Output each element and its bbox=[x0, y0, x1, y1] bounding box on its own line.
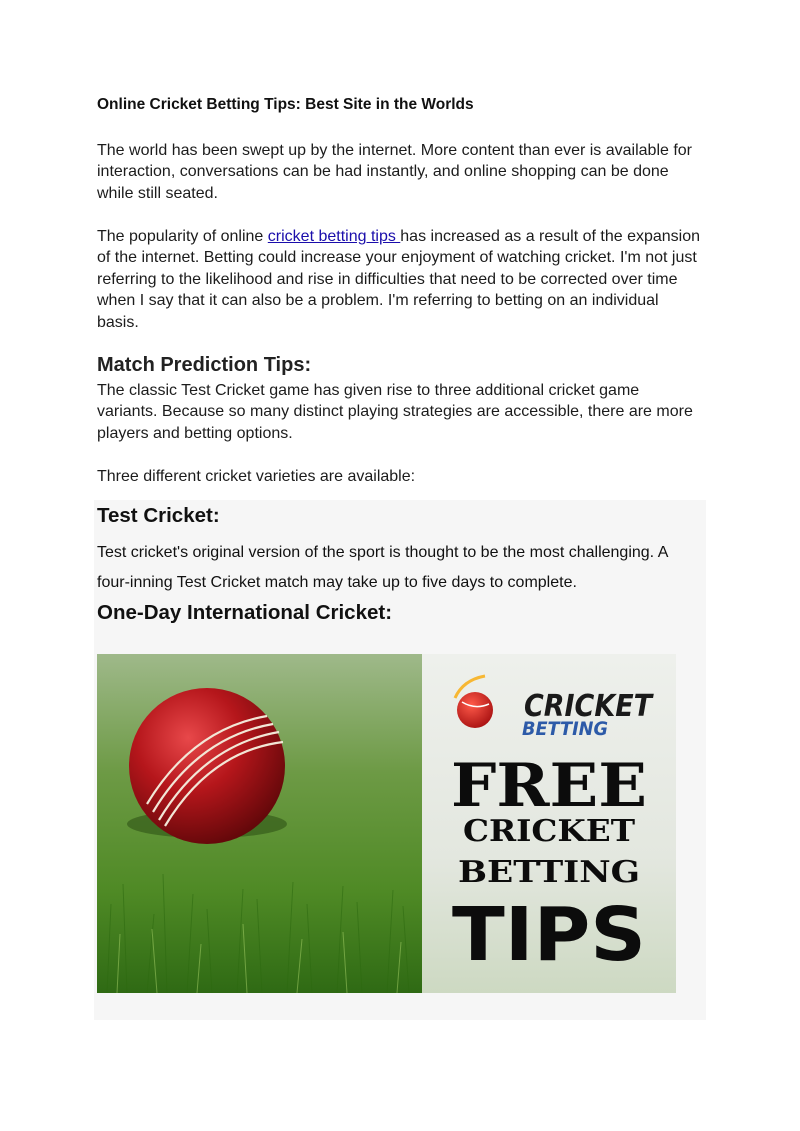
intro-paragraph: The world has been swept up by the internet. More content than ever is available for interaction, conversations can be had instantly, and online shopping can be done while still seated. bbox=[97, 142, 693, 202]
popularity-paragraph bbox=[97, 226, 702, 333]
match-prediction-paragraph: The classic Test Cricket game has given rise to three additional cricket game variants. Because so many distinct playing strategies are accessible, there are more players and betting options. bbox=[97, 382, 693, 442]
match-prediction-heading: Match Prediction Tips: bbox=[97, 354, 312, 376]
cricket-betting-tips-link[interactable]: cricket betting tips bbox=[267, 228, 401, 245]
banner-cricket: CRICKET bbox=[463, 814, 636, 849]
logo-word-cricket: CRICKET bbox=[524, 689, 655, 724]
popularity-text-end: has increased as a result of the expansion of the internet. Betting could increase your enjoyment of watching cricket. I'm not just referring to the likelihood and rise in difficulties that need to be corrected over time when I say that it can also be a problem. I'm referring to betting on an individual basis. bbox=[97, 228, 701, 331]
banner-tips: TIPS bbox=[452, 892, 646, 978]
logo-word-betting: BETTING bbox=[522, 718, 608, 740]
logo-ball-icon bbox=[457, 692, 493, 728]
document-title: Online Cricket Betting Tips: Best Site in the Worlds bbox=[97, 96, 474, 113]
popularity-text-start: The popularity of online bbox=[97, 228, 268, 245]
test-cricket-paragraph: Test cricket's original version of the sport is thought to be the most challenging. A four-inning Test Cricket match may take up to five days to complete. bbox=[97, 544, 668, 591]
varieties-intro: Three different cricket varieties are available: bbox=[97, 468, 416, 485]
banner-betting: BETTING bbox=[458, 855, 640, 890]
banner-free: FREE bbox=[451, 751, 647, 821]
odi-heading: One-Day International Cricket: bbox=[97, 601, 393, 624]
test-cricket-heading: Test Cricket: bbox=[97, 504, 220, 527]
free-cricket-betting-tips-banner bbox=[97, 654, 676, 993]
cricket-ball bbox=[129, 688, 285, 844]
